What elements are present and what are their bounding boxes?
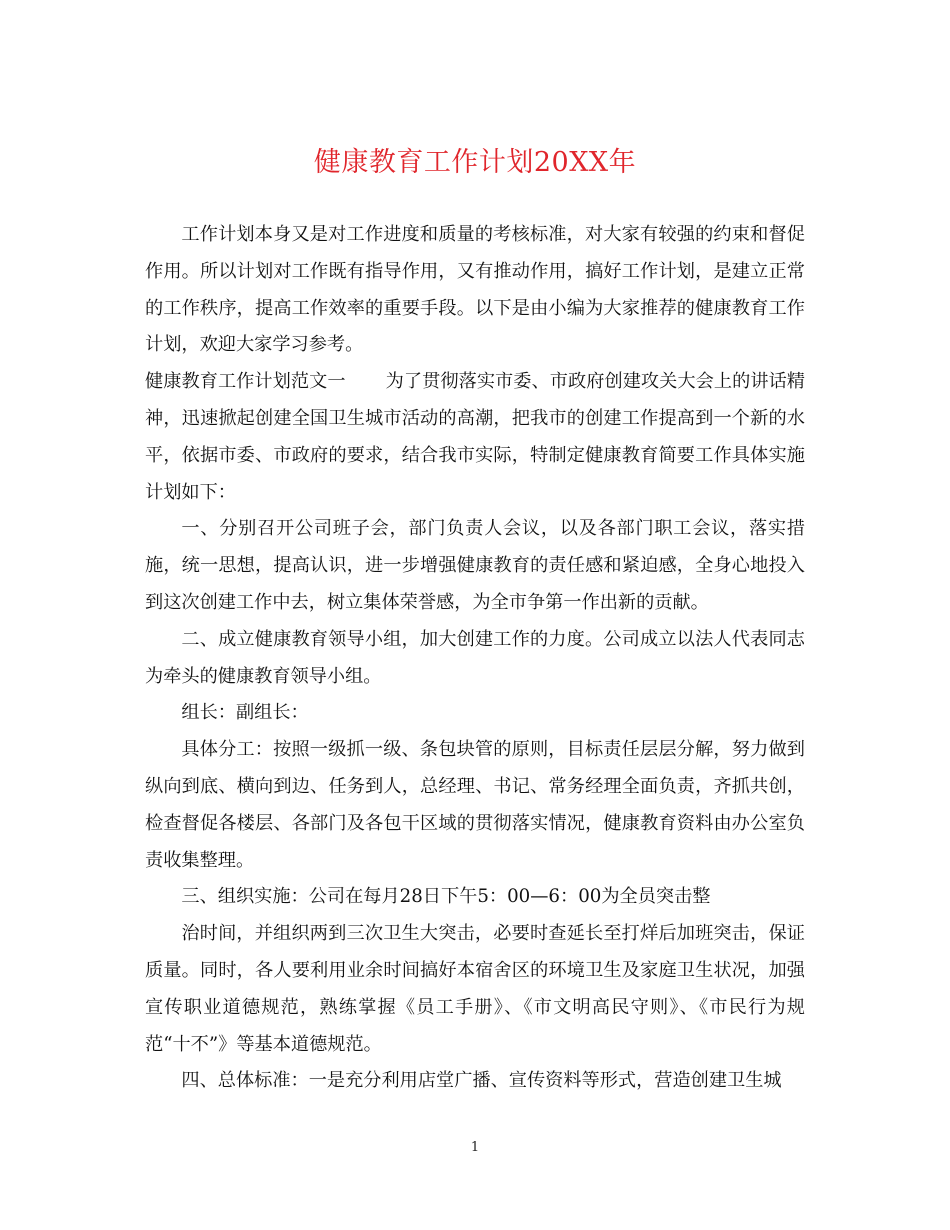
sample-one-text: 为了贯彻落实市委、市政府创建攻关大会上的讲话精神，迅速掀起创建全国卫生城市活动的高潮，把我市的创建工作提高到一个新的水平，依据市委、市政府的要求，结合我市实际，特制定健康教育简要工作具体实施计划如下： (145, 371, 805, 503)
paragraph-item-three-continued: 治时间，并组织两到三次卫生大突击，必要时查延长至打烊后加班突击，保证质量。同时，各人要利用业余时间搞好本宿舍区的环境卫生及家庭卫生状况，加强宣传职业道德规范，熟练掌握《员工手册》、《市文明高民守则》、《市民行为规范“十不”》等基本道德规范。 (145, 923, 805, 1055)
paragraph-sample-one (145, 364, 805, 511)
document-title: 健康教育工作计划20XX年 (313, 147, 637, 178)
paragraph-item-four: 四、总体标准：一是充分利用店堂广播、宣传资料等形式，营造创建卫生城 (181, 1070, 782, 1092)
paragraph-intro: 工作计划本身又是对工作进度和质量的考核标准，对大家有较强的约束和督促作用。所以计划对工作既有指导作用，又有推动作用，搞好工作计划，是建立正常的工作秩序，提高工作效率的重要手段。以下是由小编为大家推荐的健康教育工作计划，欢迎大家学习参考。 (145, 224, 805, 356)
paragraph-item-one: 一、分别召开公司班子会，部门负责人会议，以及各部门职工会议，落实措施，统一思想，提高认识，进一步增强健康教育的责任感和紧迫感，全身心地投入到这次创建工作中去，树立集体荣誉感，为全市争第一作出新的贡献。 (145, 518, 805, 613)
sample-heading: 健康教育工作计划范文一 (145, 371, 346, 393)
paragraph-leaders: 组长：副组长： (181, 702, 309, 724)
document-body (145, 217, 805, 1100)
paragraph-division: 具体分工：按照一级抓一级、条包块管的原则，目标责任层层分解，努力做到纵向到底、横向到边、任务到人，总经理、书记、常务经理全面负责，齐抓共创，检查督促各楼层、各部门及各包干区域的贯彻落实情况，健康教育资料由办公室负责收集整理。 (145, 739, 805, 871)
paragraph-item-three: 三、组织实施：公司在每月28日下午5：00—6：00为全员突击整 (181, 886, 711, 908)
paragraph-item-two: 二、成立健康教育领导小组，加大创建工作的力度。公司成立以法人代表同志为牵头的健康教育领导小组。 (145, 628, 805, 687)
page-number: 1 (470, 1140, 480, 1155)
